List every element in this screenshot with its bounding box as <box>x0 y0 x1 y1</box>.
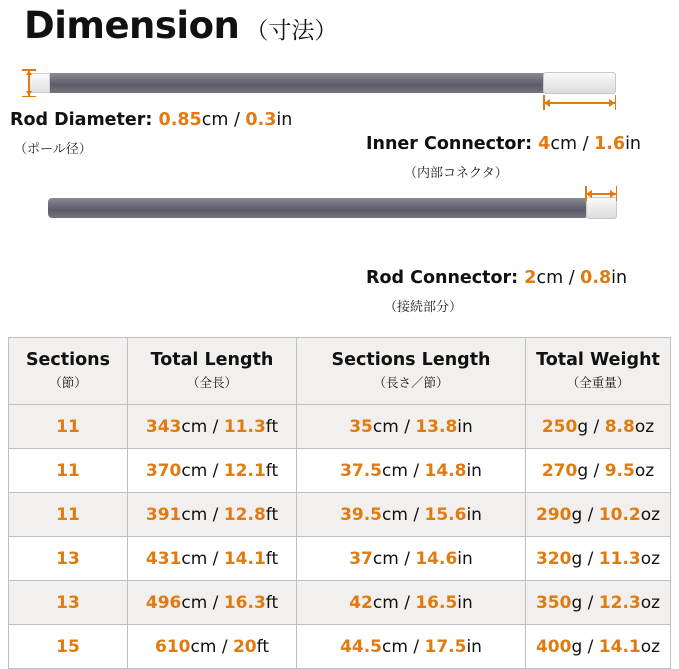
cell-sections-length-metric-unit: cm <box>382 504 408 525</box>
cell-sections <box>9 625 128 669</box>
rod-diameter-metric-unit: cm <box>201 110 229 130</box>
inner-connector-label: Inner Connector: <box>366 134 539 154</box>
cell-total-length-metric: 431 <box>145 548 182 569</box>
rod-diameter-japanese-caption: （ポール径） <box>14 142 92 157</box>
cell-sections-length: 37.5cm / 14.8in <box>297 449 526 493</box>
column-header-total-weight-en: Total Weight <box>536 349 660 370</box>
page-title <box>0 0 679 47</box>
column-header-total-length <box>128 338 297 405</box>
cell-sections-length: 37cm / 14.6in <box>297 537 526 581</box>
cell-total-weight-metric: 320 <box>535 548 572 569</box>
cell-total-weight-imperial: 9.5 <box>604 460 635 481</box>
cell-sections-length: 44.5cm / 17.5in <box>297 625 526 669</box>
rod-body-illustration <box>28 73 616 93</box>
cell-sections <box>9 405 128 449</box>
table-header <box>9 338 671 405</box>
cell-sections-length-imperial-unit: in <box>466 636 482 657</box>
column-header-total-length-jp: （全長） <box>186 375 237 391</box>
cell-sections-length: 35cm / 13.8in <box>297 405 526 449</box>
cell-sections-length-metric-unit: cm <box>372 416 399 437</box>
cell-sections-length-imperial: 13.8 <box>415 416 458 437</box>
rod-diameter-label: Rod Diameter: <box>10 110 159 130</box>
column-header-sections-length <box>297 338 526 405</box>
cell-sections <box>9 493 128 537</box>
cell-total-weight-metric: 350 <box>535 592 572 613</box>
rod-connector-imperial-unit: in <box>611 268 628 288</box>
cell-total-length-imperial: 12.1 <box>223 460 266 481</box>
cell-total-length-metric: 343 <box>145 416 182 437</box>
inner-connector-caption <box>366 134 641 154</box>
table-row <box>9 449 671 493</box>
cell-sections-value: 11 <box>56 504 80 525</box>
rod-diagram-bottom-wrapper <box>0 198 679 238</box>
table-row <box>9 537 671 581</box>
cell-total-weight-imperial-unit: oz <box>634 460 655 481</box>
rod-connector-japanese-caption: （接続部分） <box>384 300 463 315</box>
cell-total-length-metric: 370 <box>145 460 182 481</box>
column-header-total-length-en: Total Length <box>150 349 274 370</box>
table-body <box>9 405 671 669</box>
cell-sections-length-metric: 44.5 <box>340 636 383 657</box>
cell-total-weight-imperial: 10.2 <box>598 504 641 525</box>
cell-total-weight-imperial-unit: oz <box>640 636 661 657</box>
cell-total-length: 391cm / 12.8ft <box>128 493 297 537</box>
inner-connector-japanese-caption: （内部コネクタ） <box>404 166 508 181</box>
table-row <box>9 405 671 449</box>
cell-total-length: 610cm / 20ft <box>128 625 297 669</box>
cell-total-length-metric-unit: cm <box>190 636 217 657</box>
cell-total-length-imperial: 12.8 <box>223 504 266 525</box>
cell-total-weight-metric-unit: g <box>571 592 583 613</box>
inner-connector-imperial-unit: in <box>625 134 642 154</box>
cell-sections-length-imperial: 14.8 <box>424 460 467 481</box>
cell-total-length-imperial-unit: ft <box>256 636 269 657</box>
rod-diameter-imperial-value: 0.3 <box>245 110 277 130</box>
cell-sections-value: 15 <box>56 636 80 657</box>
rod-diameter-separator: / <box>228 110 246 130</box>
cell-total-weight-imperial: 14.1 <box>598 636 641 657</box>
cell-total-length-metric: 391 <box>145 504 182 525</box>
cell-sections-length-metric-unit: cm <box>372 592 399 613</box>
inner-connector-metric-value: 4 <box>538 134 551 154</box>
rod-diagram-top <box>0 55 679 113</box>
cell-total-weight-metric-unit: g <box>577 416 589 437</box>
cell-total-weight-imperial-unit: oz <box>634 416 655 437</box>
cell-total-weight-metric: 400 <box>535 636 572 657</box>
cell-total-weight-metric: 270 <box>541 460 578 481</box>
cell-sections-length-metric: 42 <box>349 592 373 613</box>
cell-sections-length-metric-unit: cm <box>382 460 408 481</box>
rod-diameter-metric-value: 0.85 <box>158 110 202 130</box>
cell-total-length-imperial: 14.1 <box>223 548 266 569</box>
table-row <box>9 581 671 625</box>
rod-body-illustration-2 <box>48 198 588 218</box>
cell-total-weight-metric: 290 <box>535 504 572 525</box>
rod-connector-separator: / <box>563 268 581 288</box>
cell-total-length-metric-unit: cm <box>181 460 208 481</box>
inner-connector-measure-arrow <box>543 95 616 111</box>
rod-diameter-imperial-unit: in <box>276 110 293 130</box>
cell-total-length-imperial-unit: ft <box>265 548 279 569</box>
cell-total-weight: 350g / 12.3oz <box>526 581 671 625</box>
cell-total-length-imperial-unit: ft <box>265 460 279 481</box>
cell-total-weight-imperial-unit: oz <box>640 592 661 613</box>
cell-total-length-imperial: 11.3 <box>223 416 266 437</box>
column-header-sections-jp: （節） <box>49 375 87 391</box>
cell-total-length-imperial-unit: ft <box>265 416 279 437</box>
cell-sections-length-imperial-unit: in <box>466 504 482 525</box>
cell-total-weight: 290g / 10.2oz <box>526 493 671 537</box>
table-row <box>9 493 671 537</box>
cell-sections-length-imperial-unit: in <box>457 548 473 569</box>
rod-diameter-measure-arrow <box>22 67 36 99</box>
inner-connector-separator: / <box>577 134 595 154</box>
cell-total-weight: 250g / 8.8oz <box>526 405 671 449</box>
title-main-text: Dimension <box>24 4 240 47</box>
cell-total-weight: 270g / 9.5oz <box>526 449 671 493</box>
cell-total-weight-metric-unit: g <box>571 636 583 657</box>
cell-total-weight: 400g / 14.1oz <box>526 625 671 669</box>
cell-sections-value: 11 <box>56 416 80 437</box>
cell-total-weight-imperial-unit: oz <box>640 504 661 525</box>
specifications-table-wrapper <box>8 337 671 669</box>
inner-connector-imperial-value: 1.6 <box>594 134 626 154</box>
cell-sections-value: 11 <box>56 460 80 481</box>
cell-total-weight-metric-unit: g <box>571 548 583 569</box>
rod-connector-imperial-value: 0.8 <box>580 268 612 288</box>
cell-total-length-metric-unit: cm <box>181 592 208 613</box>
cell-sections <box>9 581 128 625</box>
cell-sections-length-imperial: 14.6 <box>415 548 458 569</box>
cell-total-length: 496cm / 16.3ft <box>128 581 297 625</box>
cell-sections-length: 39.5cm / 15.6in <box>297 493 526 537</box>
table-header-row <box>9 338 671 405</box>
cell-sections-length-metric: 39.5 <box>340 504 383 525</box>
inner-connector-illustration <box>543 72 616 94</box>
title-japanese-text: （寸法） <box>245 18 338 44</box>
cell-sections-length-metric-unit: cm <box>372 548 399 569</box>
cell-total-length: 431cm / 14.1ft <box>128 537 297 581</box>
cell-sections-length: 42cm / 16.5in <box>297 581 526 625</box>
rod-connector-caption <box>366 268 627 288</box>
cell-sections-length-imperial: 17.5 <box>424 636 467 657</box>
cell-total-weight-imperial: 11.3 <box>598 548 641 569</box>
cell-sections-length-imperial: 15.6 <box>424 504 467 525</box>
rod-diagram-bottom <box>0 198 679 238</box>
inner-connector-metric-unit: cm <box>550 134 578 154</box>
cell-sections-length-metric: 37 <box>349 548 373 569</box>
table-row <box>9 625 671 669</box>
rod-connector-metric-value: 2 <box>524 268 537 288</box>
cell-sections-value: 13 <box>56 548 80 569</box>
cell-sections-length-metric: 35 <box>349 416 373 437</box>
cell-total-weight-metric: 250 <box>541 416 578 437</box>
cell-sections-value: 13 <box>56 592 80 613</box>
cell-sections-length-metric: 37.5 <box>340 460 383 481</box>
cell-total-length-metric-unit: cm <box>181 416 208 437</box>
cell-sections-length-imperial-unit: in <box>457 416 473 437</box>
cell-total-length-imperial: 20 <box>232 636 257 657</box>
rod-connector-label: Rod Connector: <box>366 268 525 288</box>
cell-total-length-metric-unit: cm <box>181 548 208 569</box>
cell-total-length-metric: 610 <box>155 636 191 657</box>
cell-sections <box>9 449 128 493</box>
cell-total-length-imperial-unit: ft <box>265 592 279 613</box>
column-header-sections <box>9 338 128 405</box>
cell-sections-length-imperial-unit: in <box>466 460 482 481</box>
rod-connector-measure-arrow <box>585 186 617 202</box>
cell-total-length-imperial-unit: ft <box>265 504 279 525</box>
cell-total-weight-metric-unit: g <box>571 504 583 525</box>
cell-sections-length-imperial-unit: in <box>457 592 473 613</box>
rod-diameter-caption <box>10 110 292 130</box>
cell-total-length: 370cm / 12.1ft <box>128 449 297 493</box>
cell-total-weight-imperial: 12.3 <box>598 592 641 613</box>
cell-total-length-imperial: 16.3 <box>223 592 266 613</box>
column-header-total-weight <box>526 338 671 405</box>
cell-total-weight-imperial-unit: oz <box>640 548 661 569</box>
cell-total-length-metric-unit: cm <box>181 504 208 525</box>
column-header-sections-length-en: Sections Length <box>331 349 491 370</box>
column-header-sections-en: Sections <box>25 349 111 370</box>
column-header-sections-length-jp: （長さ／節） <box>373 375 449 391</box>
cell-sections <box>9 537 128 581</box>
cell-total-length: 343cm / 11.3ft <box>128 405 297 449</box>
cell-total-weight: 320g / 11.3oz <box>526 537 671 581</box>
cell-total-length-metric: 496 <box>145 592 182 613</box>
cell-sections-length-imperial: 16.5 <box>415 592 458 613</box>
column-header-total-weight-jp: （全重量） <box>566 375 630 391</box>
rod-connector-metric-unit: cm <box>536 268 564 288</box>
cell-sections-length-metric-unit: cm <box>382 636 408 657</box>
cell-total-weight-imperial: 8.8 <box>604 416 635 437</box>
cell-total-weight-metric-unit: g <box>577 460 589 481</box>
specifications-table <box>8 337 671 669</box>
